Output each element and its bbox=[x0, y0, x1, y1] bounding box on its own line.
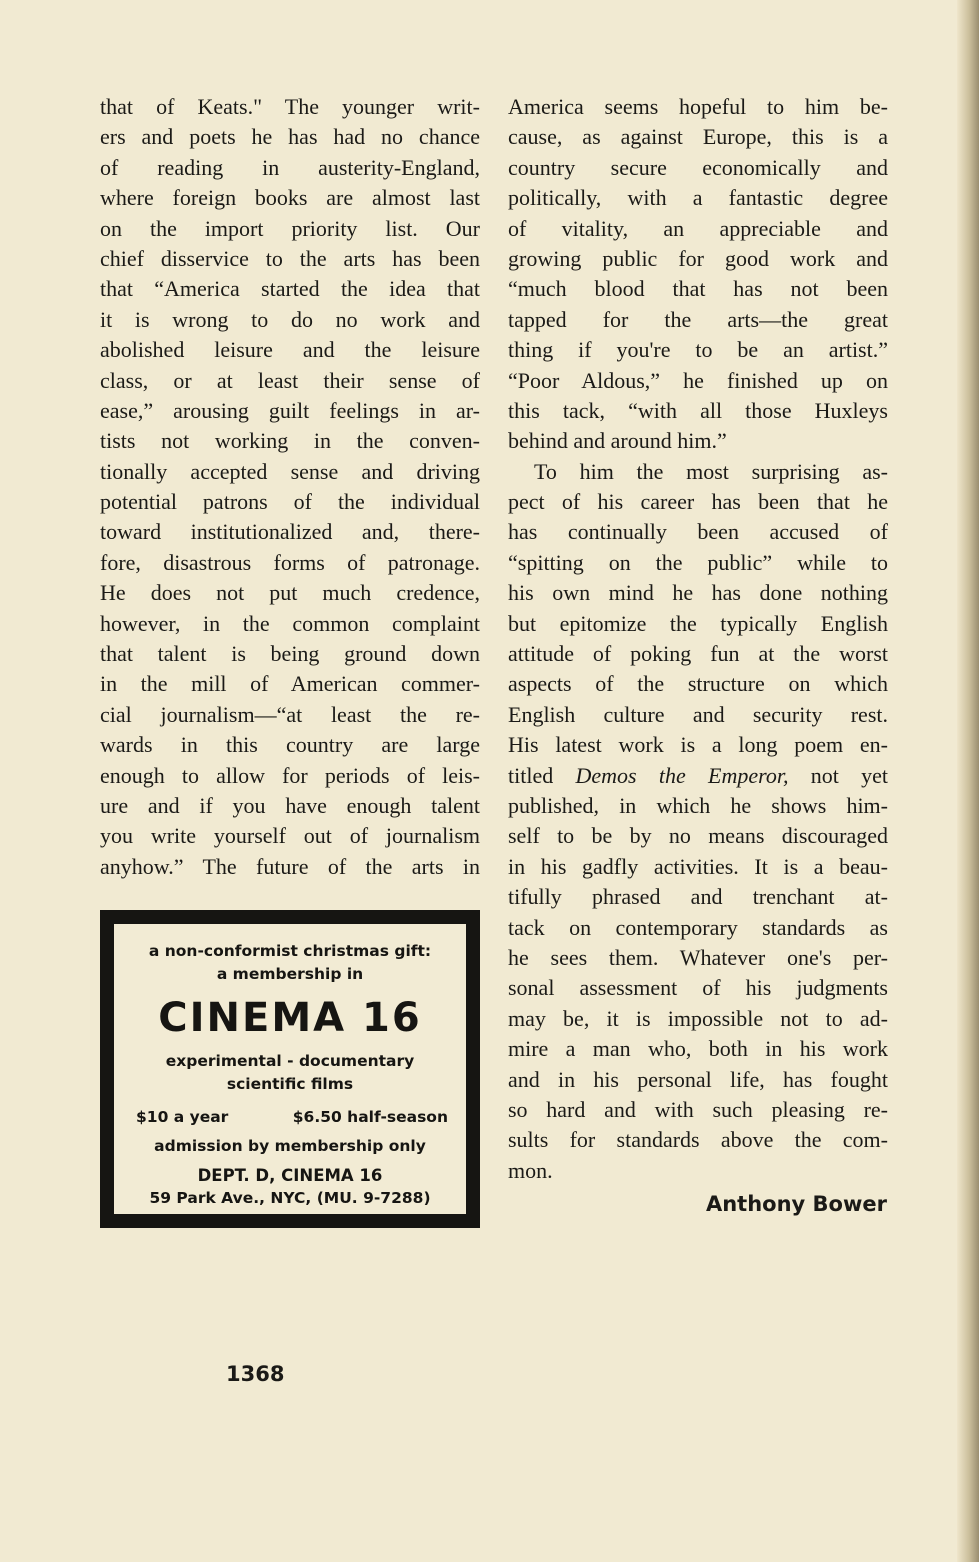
text-line: however, in the common complaint bbox=[100, 610, 480, 636]
text-line: sonal assessment of his judgments bbox=[508, 975, 888, 1001]
text-line: self to be by no means discouraged bbox=[508, 823, 888, 849]
text-line: cial journalism—“at least the re- bbox=[100, 701, 480, 727]
ad-membership-line: a membership in bbox=[216, 965, 364, 983]
ad-price-year: $10 a year bbox=[136, 1108, 229, 1126]
text-line: and in his personal life, has fought bbox=[508, 1066, 888, 1092]
text-line: that of Keats." The younger writ- bbox=[100, 94, 480, 119]
text-line: tists not working in the conven- bbox=[100, 428, 480, 454]
text-line: “spitting on the public” while to bbox=[508, 549, 888, 575]
ad-price-half-season: $6.50 half-season bbox=[292, 1108, 448, 1126]
paragraph-america bbox=[508, 92, 888, 457]
text-line: on the import priority list. Our bbox=[100, 215, 480, 241]
text-line: ease,” arousing guilt feelings in ar- bbox=[100, 397, 480, 423]
text-line: mon. bbox=[508, 1157, 553, 1183]
right-column-text bbox=[508, 92, 888, 1186]
paragraph-career bbox=[508, 457, 888, 1186]
text-line: chief disservice to the arts has been bbox=[100, 245, 480, 271]
text-line: ure and if you have enough talent bbox=[100, 792, 480, 818]
text-line: in the mill of American commer- bbox=[100, 671, 480, 697]
text-line: he sees them. Whatever one's per- bbox=[508, 944, 888, 970]
text-line: so hard and with such pleasing re- bbox=[508, 1096, 888, 1122]
text-line: cause, as against Europe, this is a bbox=[508, 124, 888, 150]
text-line: you write yourself out of journalism bbox=[100, 823, 480, 849]
text-line: tionally accepted sense and driving bbox=[100, 458, 480, 484]
text-line: his own mind he has done nothing bbox=[508, 580, 888, 606]
text-line: of reading in austerity-England, bbox=[100, 154, 480, 180]
left-column-text bbox=[100, 92, 480, 882]
text-line: sults for standards above the com- bbox=[508, 1127, 888, 1153]
text-line: enough to allow for periods of leis- bbox=[100, 762, 480, 788]
text-line: toward institutionalized and, there- bbox=[100, 519, 480, 545]
ad-department: DEPT. D, CINEMA 16 bbox=[197, 1166, 383, 1185]
text-line: this tack, “with all those Huxleys bbox=[508, 397, 888, 423]
page-edge-shadow bbox=[957, 0, 979, 1562]
text-line: country secure economically and bbox=[508, 154, 888, 180]
text-line: tapped for the arts—the great bbox=[508, 306, 888, 332]
text-line: “much blood that has not been bbox=[508, 276, 888, 302]
text-line: in his gadfly activities. It is a beau- bbox=[508, 853, 888, 879]
text-line: fore, disastrous forms of patronage. bbox=[100, 549, 480, 575]
text-line: that “America started the idea that bbox=[100, 276, 480, 302]
text-line: abolished leisure and the leisure bbox=[100, 337, 480, 363]
ad-prices bbox=[114, 1106, 466, 1129]
poem-title: Demos the Emperor, bbox=[575, 762, 789, 788]
cinema16-advertisement bbox=[100, 910, 480, 1228]
text-line: of vitality, an appreciable and bbox=[508, 215, 888, 241]
text-line: To him the most surprising as- bbox=[534, 458, 888, 484]
text-line: where foreign books are almost last bbox=[100, 185, 480, 211]
text-line: that talent is being ground down bbox=[100, 641, 480, 667]
text-line: politically, with a fantastic degree bbox=[508, 185, 888, 211]
text-line: English culture and security rest. bbox=[508, 701, 888, 727]
text-line: may be, it is impossible not to ad- bbox=[508, 1005, 888, 1031]
ad-title: CINEMA 16 bbox=[158, 995, 422, 1041]
text-line: pect of his career has been that he bbox=[508, 489, 888, 515]
ad-tagline: a non-conformist christmas gift: bbox=[148, 942, 432, 960]
text-line: America seems hopeful to him be- bbox=[508, 94, 888, 119]
text-line: growing public for good work and bbox=[508, 245, 888, 271]
text-line: ers and poets he has had no chance bbox=[100, 124, 480, 150]
text-line: but epitomize the typically English bbox=[508, 610, 888, 636]
text-line: mire a man who, both in his work bbox=[508, 1036, 888, 1062]
ad-film-types: experimental - documentary bbox=[165, 1052, 415, 1070]
ad-admission: admission by membership only bbox=[154, 1137, 426, 1155]
text-line: He does not put much credence, bbox=[100, 580, 480, 606]
text-line: anyhow.” The future of the arts in bbox=[100, 853, 480, 879]
author-signature: Anthony Bower bbox=[705, 1192, 887, 1216]
text-line: attitude of poking fun at the worst bbox=[508, 641, 888, 667]
text-line: it is wrong to do no work and bbox=[100, 306, 480, 332]
text-line: published, in which he shows him- bbox=[508, 792, 888, 818]
ad-address: 59 Park Ave., NYC, (MU. 9-7288) bbox=[149, 1189, 431, 1207]
text-line: tifully phrased and trenchant at- bbox=[508, 884, 888, 910]
text-line-titled: titled Demos the Emperor, not yet bbox=[508, 762, 888, 788]
page-number: 1368 bbox=[226, 1362, 285, 1386]
ad-film-types-2: scientific films bbox=[226, 1075, 354, 1093]
text-line: wards in this country are large bbox=[100, 732, 480, 758]
text-line: potential patrons of the individual bbox=[100, 489, 480, 515]
text-line: behind and around him.” bbox=[508, 428, 727, 454]
text-line: class, or at least their sense of bbox=[100, 367, 480, 393]
text-line: has continually been accused of bbox=[508, 519, 888, 545]
text-line: His latest work is a long poem en- bbox=[508, 732, 888, 758]
text-line: tack on contemporary standards as bbox=[508, 914, 888, 940]
text-line: aspects of the structure on which bbox=[508, 671, 888, 697]
text-line: “Poor Aldous,” he finished up on bbox=[508, 367, 888, 393]
text-line: thing if you're to be an artist.” bbox=[508, 337, 888, 363]
